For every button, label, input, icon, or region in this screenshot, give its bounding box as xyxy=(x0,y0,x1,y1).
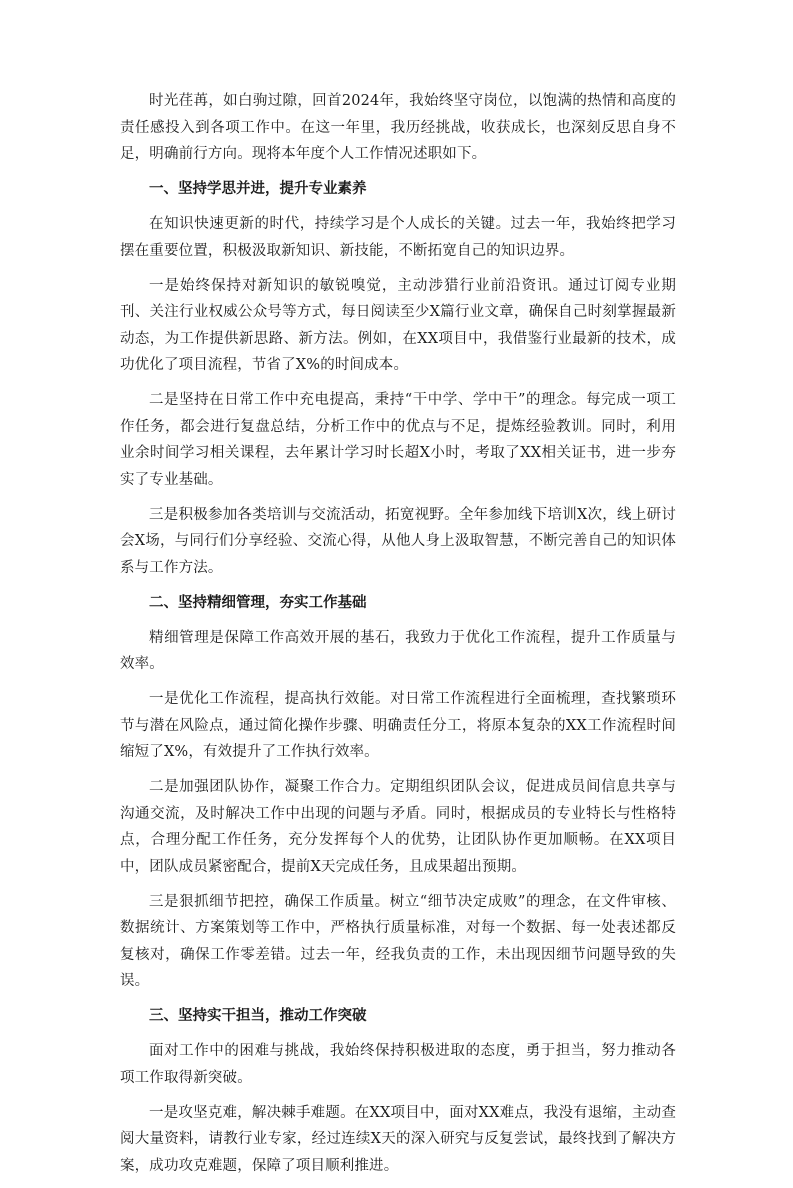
section-2-heading: 二、坚持精细管理，夯实工作基础 xyxy=(149,594,367,611)
section-1-paragraph-4: 三是积极参加各类培训与交流活动，拓宽视野。全年参加线下培训X次，线上研讨会X场，与同行们分享经验、交流心得，从他人身上汲取智慧，不断完善自己的知识体系与工作方法。 xyxy=(120,506,676,576)
section-3-paragraph-2: 一是攻坚克难，解决棘手难题。在XX项目中，面对XX难点，我没有退缩，主动查阅大量资料，请教行业专家，经过连续X天的深入研究与反复尝试，最终找到了解决方案，成功攻克难题，保障了项目顺利推进。 xyxy=(120,1104,676,1174)
document-page xyxy=(120,88,676,1188)
section-3-heading: 三、坚持实干担当，推动工作突破 xyxy=(149,1008,367,1024)
section-3-paragraph-1: 面对工作中的困难与挑战，我始终保持积极进取的态度，勇于担当，努力推动各项工作取得新突破。 xyxy=(120,1043,676,1086)
intro-paragraph: 时光荏苒，如白驹过隙，回首2024年，我始终坚守岗位，以饱满的热情和高度的责任感投入到各项工作中。在这一年里，我历经挑战，收获成长，也深刻反思自身不足，明确前行方向。现将本年度个人工作情况述职如下。 xyxy=(120,93,676,162)
section-1-heading: 一、坚持学思并进，提升专业素养 xyxy=(149,181,367,197)
section-1-paragraph-1: 在知识快速更新的时代，持续学习是个人成长的关键。过去一年，我始终把学习摆在重要位置，积极汲取新知识、新技能，不断拓宽自己的知识边界。 xyxy=(120,216,676,259)
section-2-paragraph-3: 二是加强团队协作，凝聚工作合力。定期组织团队会议，促进成员间信息共享与沟通交流，及时解决工作中出现的问题与矛盾。同时，根据成员的专业特长与性格特点，合理分配工作任务，充分发挥每个人的优势，让团队协作更加顺畅。在XX项目中，团队成员紧密配合，提前X天完成任务，且成果超出预期。 xyxy=(120,779,676,875)
section-2-paragraph-2: 一是优化工作流程，提高执行效能。对日常工作流程进行全面梳理，查找繁琐环节与潜在风险点，通过简化操作步骤、明确责任分工，将原本复杂的XX工作流程时间缩短了X%，有效提升了工作执行效率。 xyxy=(120,691,676,760)
section-2-paragraph-1: 精细管理是保障工作高效开展的基石，我致力于优化工作流程，提升工作质量与效率。 xyxy=(120,629,676,672)
section-2-paragraph-4: 三是狠抓细节把控，确保工作质量。树立“细节决定成败”的理念，在文件审核、数据统计、方案策划等工作中，严格执行质量标准，对每一个数据、每一处表述都反复核对，确保工作零差错。过去一年，经我负责的工作，未出现因细节问题导致的失误。 xyxy=(120,893,676,989)
section-1-paragraph-3: 二是坚持在日常工作中充电提高，秉持“干中学、学中干”的理念。每完成一项工作任务，都会进行复盘总结，分析工作中的优点与不足，提炼经验教训。同时，利用业余时间学习相关课程，去年累计学习时长超X小时，考取了XX相关证书，进一步夯实了专业基础。 xyxy=(120,392,676,488)
section-1-paragraph-2: 一是始终保持对新知识的敏锐嗅觉，主动涉猎行业前沿资讯。通过订阅专业期刊、关注行业权威公众号等方式，每日阅读至少X篇行业文章，确保自己时刻掌握最新动态，为工作提供新思路、新方法。例如，在XX项目中，我借鉴行业最新的技术，成功优化了项目流程，节省了X%的时间成本。 xyxy=(120,277,676,373)
